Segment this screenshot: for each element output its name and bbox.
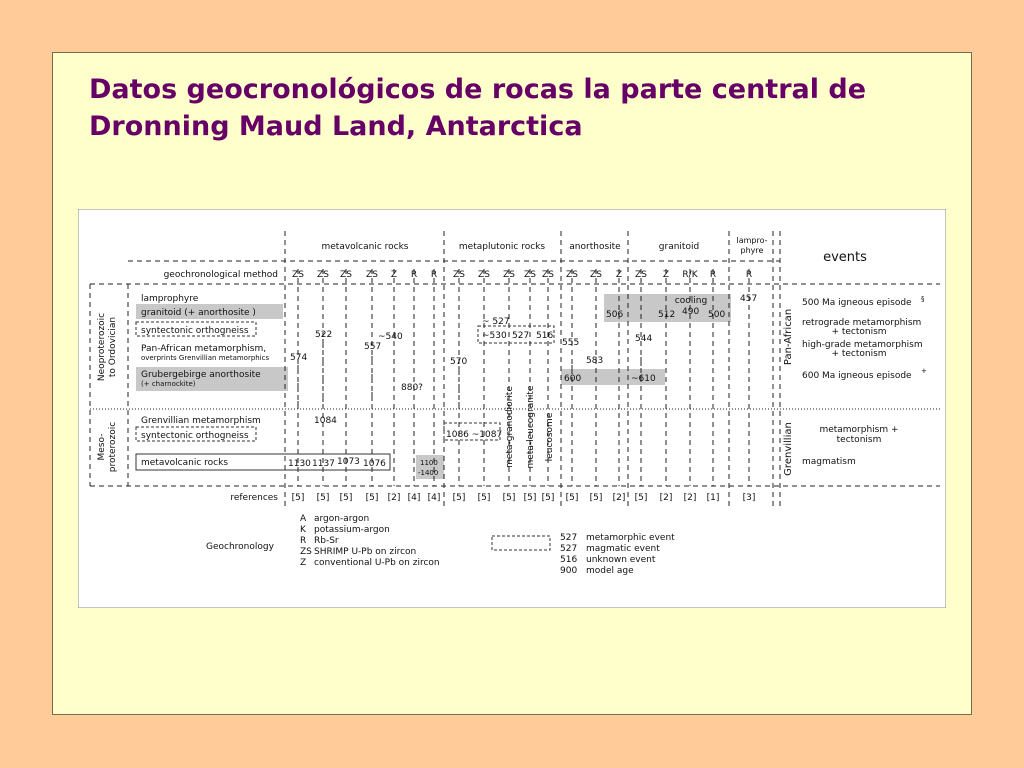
method-code: ZS <box>478 270 490 280</box>
group-lamprophyre-line1: lampro- <box>736 236 768 245</box>
reference: [2] <box>659 493 673 503</box>
method-code: Z <box>615 270 623 280</box>
legend-event-desc: metamorphic event <box>586 533 675 543</box>
geochronology-figure <box>78 209 946 608</box>
row-grubergebirge-sub: (+ charnockite) <box>141 380 196 388</box>
age-600: 600 <box>564 374 582 384</box>
age-530: ~530 <box>482 331 507 341</box>
reference: [4] <box>427 493 441 503</box>
reference: [5] <box>477 493 491 503</box>
label-meta-leucogranite: meta-leucogranite <box>526 385 536 469</box>
legend-method-code: ZS <box>300 547 312 557</box>
reference: [2] <box>612 493 626 503</box>
legend-event-desc: magmatic event <box>586 544 660 554</box>
era-neoproterozoic: Neoproterozoic <box>97 312 107 382</box>
legend-event-desc: unknown event <box>586 555 656 565</box>
method-code: ZS <box>453 270 465 280</box>
age-583: 583 <box>586 356 604 366</box>
age-610: ~610 <box>631 374 656 384</box>
age-1073: 1073 <box>337 457 360 467</box>
legend-event-number: 527 <box>560 533 578 543</box>
age-512: 512 <box>658 310 676 320</box>
row-pan-african-sub: overprints Grenvillian metamorphics <box>141 354 270 362</box>
method-code: R <box>430 270 438 280</box>
era-meso: Meso- <box>97 433 107 461</box>
age-1086: 1086 ~1087 <box>446 430 503 440</box>
age-1084: 1084 <box>314 416 337 426</box>
row-lamprophyre: lamprophyre <box>141 294 199 304</box>
age-1137: 1137 <box>312 459 335 469</box>
reference: [5] <box>634 493 648 503</box>
reference: [5] <box>589 493 603 503</box>
age-506: 506 <box>606 310 624 320</box>
age-557: 557 <box>364 342 382 352</box>
legend-method-code: Z <box>300 558 307 568</box>
age-1130: 1130 <box>288 459 311 469</box>
group-granitoid: granitoid <box>658 242 700 252</box>
row-metavolcanic: metavolcanic rocks <box>141 458 229 468</box>
legend-event-number: 516 <box>560 555 578 565</box>
reference: [5] <box>541 493 555 503</box>
reference: [1] <box>706 493 720 503</box>
method-code: ZS <box>340 270 352 280</box>
reference: [4] <box>407 493 421 503</box>
age-570: 570 <box>450 357 468 367</box>
reference: [3] <box>742 493 756 503</box>
legend-method-code: K <box>300 525 306 535</box>
reference: [5] <box>523 493 537 503</box>
method-code: Z <box>390 270 398 280</box>
method-code: ZS <box>366 270 378 280</box>
age-574: 574 <box>290 353 308 363</box>
era-to-ordovician: to Ordovician <box>108 316 118 378</box>
row-grubergebirge: Grubergebirge anorthosite <box>141 370 261 380</box>
row-syntectonic-gr: syntectonic orthogneiss <box>141 431 249 441</box>
cooling-label: cooling <box>674 296 708 306</box>
row-grenvillian: Grenvillian metamorphism <box>141 416 261 426</box>
reference: [5] <box>365 493 379 503</box>
legend-method-desc: Rb-Sr <box>314 536 339 546</box>
event-retrograde: retrograde metamorphism <box>802 318 922 328</box>
method-code: ZS <box>524 270 536 280</box>
method-code: Z <box>662 270 670 280</box>
age-1100: 1100 <box>420 459 438 467</box>
label-leucosome: leucosome <box>545 412 555 462</box>
reference: [2] <box>387 493 401 503</box>
age-540: ~540 <box>378 332 403 342</box>
reference: [5] <box>502 493 516 503</box>
event-retrograde-2: + tectonism <box>831 327 887 337</box>
label-grenvillian: Grenvillian <box>783 422 794 476</box>
age-1400: -1400 <box>418 469 439 477</box>
age-522: 522 <box>315 330 333 340</box>
method-heading: geochronological method <box>163 270 278 280</box>
slide-title: Datos geocronológicos de rocas la parte central de Dronning Maud Land, Antarctica <box>89 74 867 142</box>
age-555: 555 <box>562 338 580 348</box>
event-600: 600 Ma igneous episode <box>802 371 912 381</box>
events-heading: events <box>823 250 867 265</box>
event-high-grade-2: + tectonism <box>831 349 887 359</box>
legend-event-desc: model age <box>586 566 634 576</box>
reference: [5] <box>339 493 353 503</box>
group-lamprophyre-line2: phyre <box>740 246 764 255</box>
legend-method-desc: potassium-argon <box>314 525 390 535</box>
event-magmatism: magmatism <box>802 457 856 467</box>
method-code: ZS <box>317 270 329 280</box>
reference: [5] <box>565 493 579 503</box>
group-anorthosite: anorthosite <box>569 242 621 252</box>
group-metavolcanic: metavolcanic rocks <box>321 242 409 252</box>
label-meta-granodiorite: meta-granodiorite <box>505 386 515 468</box>
method-code: ZS <box>566 270 578 280</box>
legend-method-desc: conventional U-Pb on zircon <box>314 558 440 568</box>
event-600-mark: + <box>921 367 927 375</box>
age-1076: 1076 <box>363 459 386 469</box>
method-code: ZS <box>590 270 602 280</box>
legend-event-number: 900 <box>560 566 578 576</box>
group-metaplutonic: metaplutonic rocks <box>458 242 546 252</box>
age-516: 516 <box>536 331 554 341</box>
event-grenville-meta-2: tectonism <box>836 435 882 445</box>
age-500: 500 <box>708 310 726 320</box>
reference: [5] <box>291 493 305 503</box>
age-527-approx: ~ 527 <box>482 317 510 327</box>
legend-method-desc: argon-argon <box>314 514 370 524</box>
age-880: 880? <box>401 383 423 393</box>
method-code: ZS <box>503 270 515 280</box>
reference: [2] <box>683 493 697 503</box>
method-code: R <box>410 270 418 280</box>
method-code: R <box>709 270 717 280</box>
legend-heading: Geochronology <box>206 542 274 552</box>
references-heading: references <box>230 493 278 503</box>
age-457: 457 <box>740 294 758 304</box>
legend-method-desc: SHRIMP U-Pb on zircon <box>314 547 417 557</box>
reference: [5] <box>316 493 330 503</box>
method-code: ZS <box>635 270 647 280</box>
legend-method-code: A <box>300 514 307 524</box>
row-granitoid: granitoid (+ anorthosite ) <box>141 308 256 318</box>
label-pan-african: Pan-African <box>783 308 794 366</box>
method-code: ZS <box>542 270 554 280</box>
reference: [5] <box>452 493 466 503</box>
event-500-mark: § <box>921 295 925 303</box>
method-code: R/K <box>682 270 698 280</box>
method-code: R <box>745 270 753 280</box>
row-pan-african: Pan-African metamorphism, <box>141 344 267 354</box>
legend-event-number: 527 <box>560 544 578 554</box>
method-code: ZS <box>292 270 304 280</box>
event-high-grade: high-grade metamorphism <box>802 340 923 350</box>
row-syntectonic-pa: syntectonic orthogneiss <box>141 326 249 336</box>
event-500: 500 Ma igneous episode <box>802 298 912 308</box>
age-527: 527 <box>512 331 530 341</box>
age-490: 490 <box>682 307 700 317</box>
era-proterozoic: proterozoic <box>108 421 118 473</box>
age-544: 544 <box>635 334 653 344</box>
event-grenville-meta: metamorphism + <box>819 425 899 435</box>
legend-method-code: R <box>300 536 307 546</box>
